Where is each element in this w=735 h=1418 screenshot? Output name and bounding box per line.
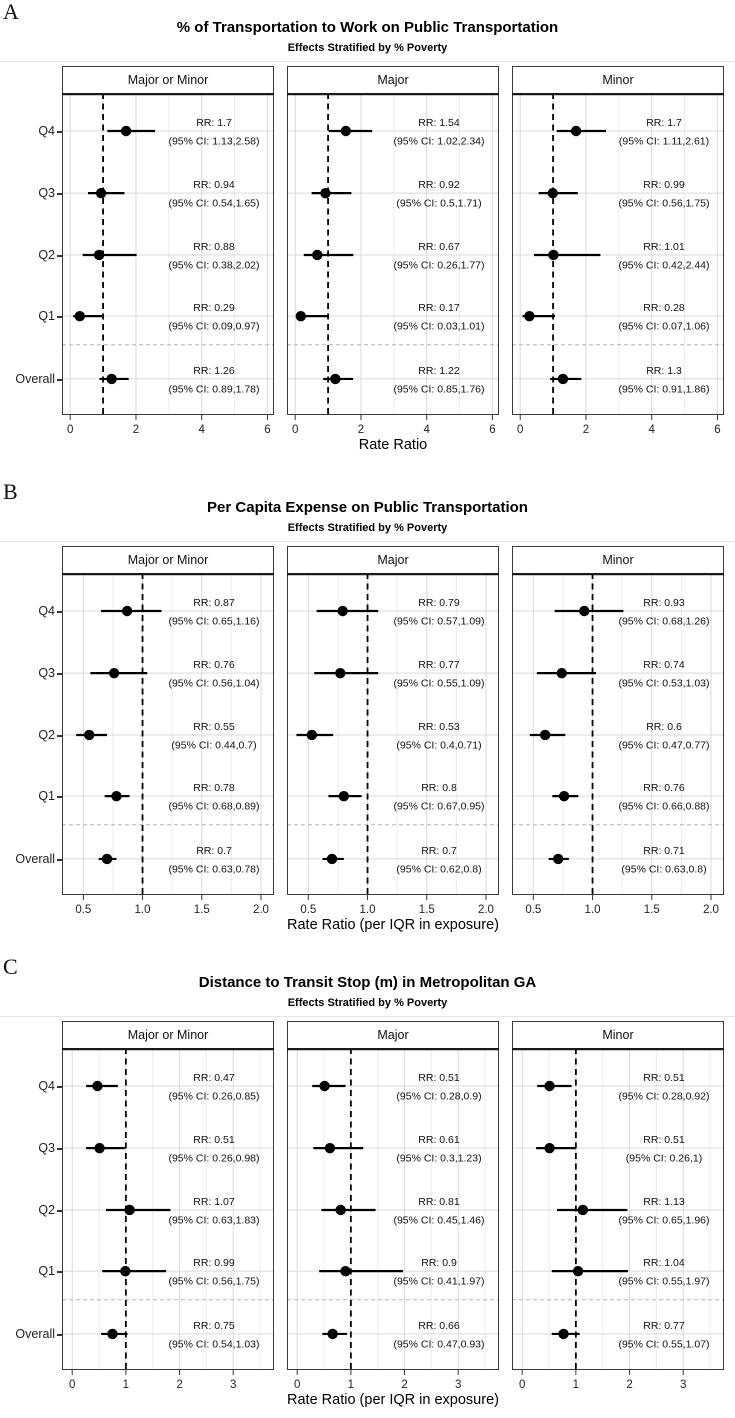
facet-strip bbox=[512, 66, 724, 93]
x-tick-label: 1 bbox=[122, 1379, 130, 1391]
row-label-q3: Q3 bbox=[38, 665, 62, 681]
facet-major-or-minor bbox=[62, 1021, 274, 1392]
x-tick-label: 2 bbox=[401, 1379, 408, 1391]
x-tick-label: 3 bbox=[680, 1379, 687, 1391]
rr-label: RR: 0.78 bbox=[193, 782, 235, 795]
ci-label: (95% CI: 0.56,1.75) bbox=[618, 197, 710, 210]
x-tick-label: 3 bbox=[455, 1379, 462, 1391]
x-tick-label: 0 bbox=[518, 1379, 526, 1391]
ci-label: (95% CI: 0.85,1.76) bbox=[393, 383, 485, 396]
forest-plot-svg bbox=[287, 573, 499, 917]
rr-label: RR: 0.87 bbox=[193, 596, 235, 609]
point-marker bbox=[544, 1081, 554, 1091]
facet-major-or-minor bbox=[62, 546, 274, 917]
x-tick-label: 2.0 bbox=[252, 904, 269, 916]
facet-minor bbox=[512, 1021, 724, 1392]
ci-label: (95% CI: 0.66,0.88) bbox=[618, 800, 710, 813]
point-marker bbox=[307, 730, 317, 740]
x-tick-label: 0.5 bbox=[525, 904, 542, 916]
x-tick-label: 2 bbox=[626, 1379, 633, 1391]
ci-label: (95% CI: 0.91,1.86) bbox=[618, 383, 710, 396]
divider-rule bbox=[0, 541, 735, 542]
ci-label: (95% CI: 0.26,1.77) bbox=[393, 259, 485, 272]
facet-minor bbox=[512, 66, 724, 437]
point-marker bbox=[124, 1205, 134, 1215]
ci-label: (95% CI: 0.26,1) bbox=[625, 1152, 703, 1165]
point-marker bbox=[84, 730, 94, 740]
x-axis-title: Rate Ratio (per IQR in exposure) bbox=[287, 917, 499, 933]
facet-strip-label: Minor bbox=[602, 1028, 634, 1042]
rr-label: RR: 0.47 bbox=[193, 1071, 235, 1084]
chart-title: Distance to Transit Stop (m) in Metropolitan GA bbox=[198, 974, 537, 991]
chart-subtitle: Effects Stratified by % Poverty bbox=[287, 522, 448, 534]
ci-label: (95% CI: 0.07,1.06) bbox=[618, 320, 710, 333]
row-label-q1: Q1 bbox=[38, 1263, 62, 1279]
point-marker bbox=[578, 1205, 588, 1215]
facet-major bbox=[287, 66, 499, 437]
point-marker bbox=[325, 1143, 335, 1153]
ci-label: (95% CI: 0.47,0.77) bbox=[618, 739, 710, 752]
rr-label: RR: 0.75 bbox=[193, 1319, 235, 1332]
x-tick-label: 4 bbox=[198, 424, 205, 436]
ci-label: (95% CI: 0.63,0.78) bbox=[168, 863, 260, 876]
point-marker bbox=[120, 1266, 130, 1276]
point-marker bbox=[559, 791, 569, 801]
facet-strip-label: Major bbox=[377, 553, 409, 567]
y-axis-tick bbox=[57, 379, 62, 381]
point-marker bbox=[335, 1205, 345, 1215]
rr-label: RR: 0.74 bbox=[643, 659, 685, 672]
x-tick-label: 1 bbox=[572, 1379, 580, 1391]
rr-label: RR: 0.51 bbox=[193, 1134, 235, 1147]
facet-major-or-minor bbox=[62, 66, 274, 437]
figure-panel-c bbox=[0, 955, 735, 1418]
row-label-q2: Q2 bbox=[38, 1202, 62, 1218]
facet-strip-label: Minor bbox=[602, 553, 634, 567]
rr-label: RR: 1.04 bbox=[643, 1257, 685, 1270]
point-marker bbox=[524, 311, 534, 321]
point-marker bbox=[327, 1329, 337, 1339]
facet-strip bbox=[62, 546, 274, 573]
x-tick-label: 6 bbox=[264, 424, 271, 436]
point-marker bbox=[341, 126, 351, 136]
rr-label: RR: 0.7 bbox=[421, 844, 457, 857]
ci-label: (95% CI: 0.53,1.03) bbox=[618, 677, 710, 690]
ci-label: (95% CI: 0.09,0.97) bbox=[168, 320, 260, 333]
rr-label: RR: 0.28 bbox=[643, 302, 685, 315]
rr-label: RR: 1.22 bbox=[418, 364, 460, 377]
row-label-q4: Q4 bbox=[38, 603, 62, 619]
ci-label: (95% CI: 0.57,1.09) bbox=[393, 615, 485, 628]
forest-plot-row bbox=[4, 546, 724, 917]
point-marker bbox=[335, 668, 345, 678]
point-marker bbox=[540, 730, 550, 740]
x-tick-label: 1.0 bbox=[359, 904, 376, 916]
point-marker bbox=[106, 374, 116, 384]
rr-label: RR: 0.79 bbox=[418, 596, 460, 609]
facet-strip-label: Major or Minor bbox=[127, 73, 209, 87]
rr-label: RR: 0.7 bbox=[196, 844, 232, 857]
rr-label: RR: 0.51 bbox=[643, 1071, 685, 1084]
facet-major bbox=[287, 1021, 499, 1392]
rr-label: RR: 0.99 bbox=[193, 1257, 235, 1270]
point-marker bbox=[548, 250, 558, 260]
row-label-q2: Q2 bbox=[38, 247, 62, 263]
forest-plot-svg bbox=[512, 573, 724, 917]
x-tick-label: 0.5 bbox=[75, 904, 92, 916]
point-marker bbox=[312, 250, 322, 260]
rr-label: RR: 0.67 bbox=[418, 240, 460, 253]
forest-plot-svg bbox=[62, 1048, 274, 1392]
y-axis-tick bbox=[57, 316, 62, 318]
chart-title: % of Transportation to Work on Public Transportation bbox=[176, 19, 559, 36]
point-marker bbox=[92, 1081, 102, 1091]
rr-label: RR: 0.92 bbox=[418, 179, 460, 192]
rr-label: RR: 0.77 bbox=[418, 659, 460, 672]
facet-strip-label: Major or Minor bbox=[127, 1028, 209, 1042]
ci-label: (95% CI: 0.56,1.75) bbox=[168, 1275, 260, 1288]
x-axis-title: Rate Ratio bbox=[358, 437, 428, 453]
y-axis-tick bbox=[57, 131, 62, 133]
ci-label: (95% CI: 0.68,0.89) bbox=[168, 800, 260, 813]
row-label-overall: Overall bbox=[15, 371, 62, 387]
figure-panel-b bbox=[0, 480, 735, 955]
point-marker bbox=[96, 188, 106, 198]
y-axis-labels bbox=[4, 546, 62, 915]
x-axis-title: Rate Ratio (per IQR in exposure) bbox=[287, 1392, 499, 1408]
y-axis-tick bbox=[57, 611, 62, 613]
y-axis-tick bbox=[57, 1148, 62, 1150]
rr-label: RR: 1.54 bbox=[418, 116, 460, 129]
point-marker bbox=[320, 188, 330, 198]
x-tick-label: 1.0 bbox=[584, 904, 601, 916]
x-tick-label: 1.5 bbox=[418, 904, 435, 916]
rr-label: RR: 0.66 bbox=[418, 1319, 460, 1332]
facet-strip bbox=[62, 1021, 274, 1048]
ci-label: (95% CI: 0.44,0.7) bbox=[171, 739, 257, 752]
x-tick-label: 6 bbox=[489, 424, 496, 436]
row-label-overall: Overall bbox=[15, 1326, 62, 1342]
facet-major bbox=[287, 546, 499, 917]
y-axis-tick bbox=[57, 193, 62, 195]
y-axis-tick bbox=[57, 1271, 62, 1273]
y-axis-labels bbox=[4, 1021, 62, 1390]
x-tick-label: 2 bbox=[132, 424, 140, 436]
ci-label: (95% CI: 0.55,1.09) bbox=[393, 677, 485, 690]
chart-subtitle: Effects Stratified by % Poverty bbox=[287, 997, 448, 1009]
row-label-q3: Q3 bbox=[38, 185, 62, 201]
ci-label: (95% CI: 0.45,1.46) bbox=[393, 1214, 485, 1227]
x-tick-label: 2 bbox=[176, 1379, 183, 1391]
y-axis-tick bbox=[57, 1210, 62, 1212]
rr-label: RR: 0.51 bbox=[643, 1134, 685, 1147]
ci-label: (95% CI: 0.54,1.03) bbox=[168, 1338, 260, 1351]
rr-label: RR: 1.7 bbox=[196, 116, 232, 129]
ci-label: (95% CI: 0.5,1.71) bbox=[396, 197, 482, 210]
row-label-overall: Overall bbox=[15, 851, 62, 867]
point-marker bbox=[94, 250, 104, 260]
ci-label: (95% CI: 1.11,2.61) bbox=[618, 135, 710, 148]
forest-plot-svg bbox=[512, 1048, 724, 1392]
rr-label: RR: 0.51 bbox=[418, 1071, 460, 1084]
x-tick-label: 1.0 bbox=[134, 904, 151, 916]
rr-label: RR: 1.3 bbox=[646, 364, 682, 377]
ci-label: (95% CI: 0.41,1.97) bbox=[393, 1275, 485, 1288]
point-marker bbox=[327, 854, 337, 864]
ci-label: (95% CI: 0.28,0.9) bbox=[396, 1090, 482, 1103]
rr-label: RR: 0.81 bbox=[418, 1195, 460, 1208]
facet-minor bbox=[512, 546, 724, 917]
rr-label: RR: 0.99 bbox=[643, 179, 685, 192]
ci-label: (95% CI: 0.63,1.83) bbox=[168, 1214, 260, 1227]
x-tick-label: 0.5 bbox=[300, 904, 317, 916]
x-tick-label: 1.5 bbox=[643, 904, 660, 916]
row-label-q3: Q3 bbox=[38, 1140, 62, 1156]
ci-label: (95% CI: 0.42,2.44) bbox=[618, 259, 710, 272]
ci-label: (95% CI: 0.89,1.78) bbox=[168, 383, 260, 396]
ci-label: (95% CI: 0.56,1.04) bbox=[168, 677, 260, 690]
facet-strip-label: Minor bbox=[602, 73, 634, 87]
ci-label: (95% CI: 0.26,0.98) bbox=[168, 1152, 260, 1165]
x-tick-label: 2 bbox=[357, 424, 365, 436]
ci-label: (95% CI: 1.02,2.34) bbox=[393, 135, 485, 148]
facet-strip-label: Major bbox=[377, 1028, 409, 1042]
y-axis-tick bbox=[57, 255, 62, 257]
y-axis-tick bbox=[57, 1086, 62, 1088]
rr-label: RR: 1.01 bbox=[643, 240, 685, 253]
ci-label: (95% CI: 0.55,1.97) bbox=[618, 1275, 710, 1288]
point-marker bbox=[544, 1143, 554, 1153]
point-marker bbox=[579, 606, 589, 616]
facet-strip-label: Major or Minor bbox=[127, 553, 209, 567]
ci-label: (95% CI: 0.62,0.8) bbox=[396, 863, 482, 876]
point-marker bbox=[122, 606, 132, 616]
facet-strip bbox=[287, 1021, 499, 1048]
point-marker bbox=[107, 1329, 117, 1339]
y-axis-tick bbox=[57, 673, 62, 675]
ci-label: (95% CI: 0.65,1.96) bbox=[618, 1214, 710, 1227]
point-marker bbox=[553, 854, 563, 864]
ci-label: (95% CI: 0.54,1.65) bbox=[168, 197, 260, 210]
point-marker bbox=[111, 791, 121, 801]
point-marker bbox=[121, 126, 131, 136]
point-marker bbox=[573, 1266, 583, 1276]
x-tick-label: 0 bbox=[517, 424, 524, 436]
ci-label: (95% CI: 0.63,0.8) bbox=[621, 863, 707, 876]
x-tick-label: 0 bbox=[293, 1379, 301, 1391]
point-marker bbox=[548, 188, 558, 198]
point-marker bbox=[330, 374, 340, 384]
x-tick-label: 2 bbox=[582, 424, 590, 436]
divider-rule bbox=[0, 1016, 735, 1017]
y-axis-tick bbox=[57, 796, 62, 798]
point-marker bbox=[571, 126, 581, 136]
point-marker bbox=[558, 1329, 568, 1339]
x-tick-label: 2.0 bbox=[702, 904, 719, 916]
x-tick-label: 0 bbox=[292, 424, 299, 436]
forest-plot-row bbox=[4, 1021, 724, 1392]
forest-plot-svg bbox=[287, 1048, 499, 1392]
figure-panel-a bbox=[0, 0, 735, 480]
ci-label: (95% CI: 0.28,0.92) bbox=[618, 1090, 710, 1103]
point-marker bbox=[337, 606, 347, 616]
x-tick-label: 4 bbox=[648, 424, 655, 436]
forest-plot-svg bbox=[287, 93, 499, 437]
point-marker bbox=[339, 791, 349, 801]
rr-label: RR: 0.88 bbox=[193, 240, 235, 253]
ci-label: (95% CI: 0.38,2.02) bbox=[168, 259, 260, 272]
facet-strip bbox=[287, 546, 499, 573]
rr-label: RR: 0.17 bbox=[418, 302, 460, 315]
y-axis-labels bbox=[4, 66, 62, 435]
facet-strip bbox=[512, 1021, 724, 1048]
chart-title: Per Capita Expense on Public Transportation bbox=[207, 499, 528, 516]
point-marker bbox=[558, 374, 568, 384]
x-tick-label: 0 bbox=[67, 424, 74, 436]
x-tick-label: 3 bbox=[230, 1379, 237, 1391]
point-marker bbox=[340, 1266, 350, 1276]
ci-label: (95% CI: 0.65,1.16) bbox=[168, 615, 260, 628]
x-tick-label: 6 bbox=[714, 424, 721, 436]
x-tick-label: 4 bbox=[423, 424, 430, 436]
panel-letter: B bbox=[3, 480, 18, 504]
panel-letter: A bbox=[3, 0, 19, 24]
ci-label: (95% CI: 0.3,1.23) bbox=[396, 1152, 482, 1165]
rr-label: RR: 0.6 bbox=[646, 720, 682, 733]
ci-label: (95% CI: 0.03,1.01) bbox=[393, 320, 485, 333]
rr-label: RR: 0.76 bbox=[643, 782, 685, 795]
rr-label: RR: 1.13 bbox=[643, 1195, 685, 1208]
rr-label: RR: 0.9 bbox=[421, 1257, 457, 1270]
rr-label: RR: 0.94 bbox=[193, 179, 235, 192]
y-axis-tick bbox=[57, 1334, 62, 1336]
row-label-q2: Q2 bbox=[38, 727, 62, 743]
ci-label: (95% CI: 0.4,0.71) bbox=[396, 739, 482, 752]
point-marker bbox=[296, 311, 306, 321]
point-marker bbox=[557, 668, 567, 678]
rr-label: RR: 0.77 bbox=[643, 1319, 685, 1332]
facet-strip-label: Major bbox=[377, 73, 409, 87]
x-tick-label: 1 bbox=[347, 1379, 355, 1391]
point-marker bbox=[102, 854, 112, 864]
forest-plot-svg bbox=[62, 573, 274, 917]
row-label-q1: Q1 bbox=[38, 308, 62, 324]
point-marker bbox=[109, 668, 119, 678]
row-label-q4: Q4 bbox=[38, 1078, 62, 1094]
rr-label: RR: 0.55 bbox=[193, 720, 235, 733]
x-tick-label: 2.0 bbox=[477, 904, 494, 916]
rr-label: RR: 1.07 bbox=[193, 1195, 235, 1208]
rr-label: RR: 0.53 bbox=[418, 720, 460, 733]
forest-plot-svg bbox=[62, 93, 274, 437]
facet-strip bbox=[62, 66, 274, 93]
rr-label: RR: 0.76 bbox=[193, 659, 235, 672]
ci-label: (95% CI: 0.68,1.26) bbox=[618, 615, 710, 628]
chart-subtitle: Effects Stratified by % Poverty bbox=[287, 42, 448, 54]
panel-letter: C bbox=[3, 955, 18, 979]
rr-label: RR: 0.93 bbox=[643, 596, 685, 609]
row-label-q1: Q1 bbox=[38, 788, 62, 804]
rr-label: RR: 1.26 bbox=[193, 364, 235, 377]
rr-label: RR: 0.61 bbox=[418, 1134, 460, 1147]
divider-rule bbox=[0, 61, 735, 62]
ci-label: (95% CI: 1.13,2.58) bbox=[168, 135, 260, 148]
y-axis-tick bbox=[57, 859, 62, 861]
forest-plot-row bbox=[4, 66, 724, 437]
facet-strip bbox=[512, 546, 724, 573]
rr-label: RR: 0.29 bbox=[193, 302, 235, 315]
rr-label: RR: 0.71 bbox=[643, 844, 685, 857]
x-tick-label: 0 bbox=[68, 1379, 76, 1391]
facet-strip bbox=[287, 66, 499, 93]
ci-label: (95% CI: 0.26,0.85) bbox=[168, 1090, 260, 1103]
ci-label: (95% CI: 0.47,0.93) bbox=[393, 1338, 485, 1351]
y-axis-tick bbox=[57, 735, 62, 737]
x-tick-label: 1.5 bbox=[193, 904, 210, 916]
point-marker bbox=[75, 311, 85, 321]
rr-label: RR: 1.7 bbox=[646, 116, 682, 129]
ci-label: (95% CI: 0.55,1.07) bbox=[618, 1338, 710, 1351]
point-marker bbox=[94, 1143, 104, 1153]
row-label-q4: Q4 bbox=[38, 123, 62, 139]
ci-label: (95% CI: 0.67,0.95) bbox=[393, 800, 485, 813]
forest-plot-svg bbox=[512, 93, 724, 437]
rr-label: RR: 0.8 bbox=[421, 782, 457, 795]
point-marker bbox=[319, 1081, 329, 1091]
